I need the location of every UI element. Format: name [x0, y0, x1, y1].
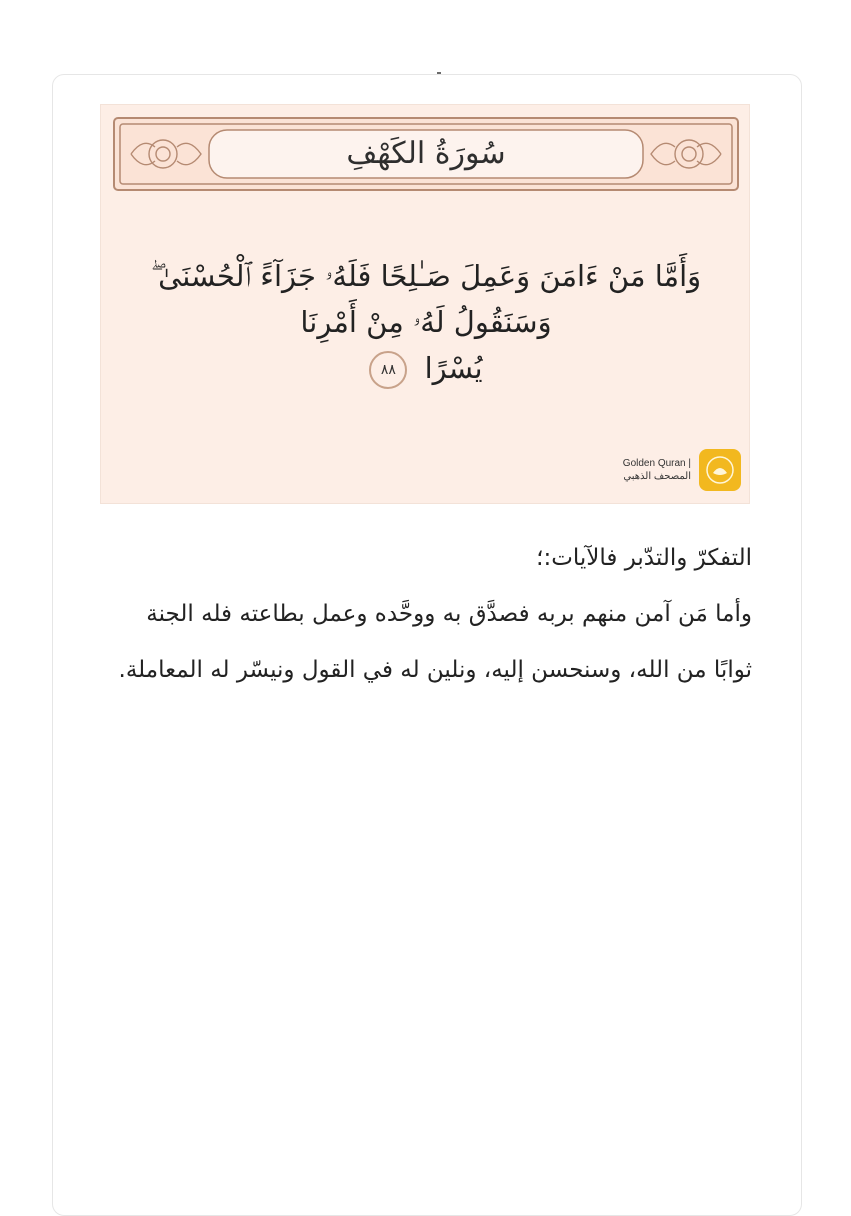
- reflection-text: [112, 530, 752, 698]
- verse-image[interactable]: [100, 104, 750, 504]
- verse-line-2-text: يُسْرًا: [424, 351, 483, 385]
- surah-banner: [113, 117, 739, 191]
- brand-arabic-name: المصحف الذهبي: [623, 471, 691, 482]
- reflection-body: وأما مَن آمن منهم بربه فصدَّق به ووحَّده وعمل بطاعته فله الجنة ثوابًا من الله، وسنحسن إليه، ونلين له في القول ونيسّر له المعاملة.: [118, 601, 752, 683]
- verse-line-1: وَأَمَّا مَنْ ءَامَنَ وَعَمِلَ صَـٰلِحًا فَلَهُۥ جَزَآءً ٱلْحُسْنَىٰ ۖ وَسَنَقُولُ لَهُۥ مِنْ أَمْرِنَا: [150, 259, 702, 339]
- reflection-heading: التفكرّ والتدّبر فالآيات:؛: [536, 545, 752, 571]
- surah-title: سُورَةُ الكَهْفِ: [346, 136, 506, 171]
- brand-watermark: [623, 449, 741, 491]
- golden-quran-logo-icon: [699, 449, 741, 491]
- brand-name: Golden Quran |: [622, 458, 691, 469]
- verse-line-2: [121, 345, 731, 391]
- brand-text: [623, 457, 691, 483]
- verse-number-badge: ٨٨: [369, 351, 407, 389]
